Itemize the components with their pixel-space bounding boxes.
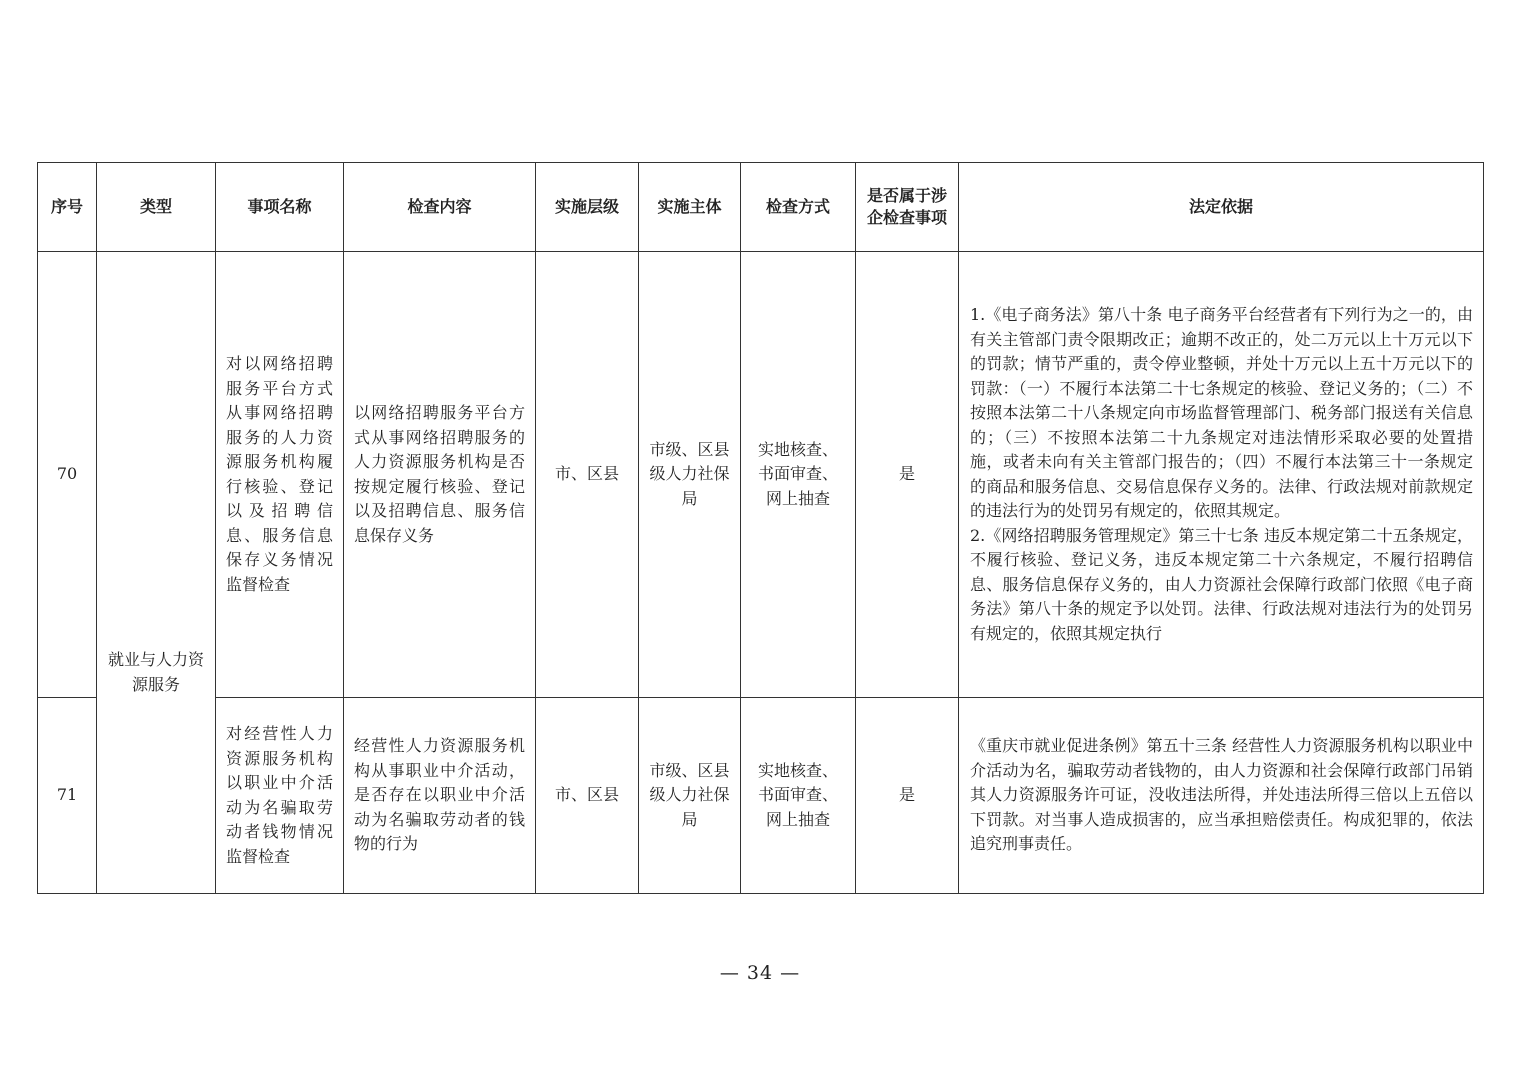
table-row [38, 252, 1484, 698]
header-subject: 实施主体 [639, 163, 741, 252]
header-enterprise: 是否属于涉企检查事项 [856, 163, 959, 252]
inspection-items-table [37, 162, 1484, 894]
header-type: 类型 [97, 163, 216, 252]
row-basis [959, 252, 1484, 698]
row-type [97, 252, 216, 894]
row-item-name: 对以网络招聘服务平台方式从事网络招聘服务的人力资源服务机构履行核验、登记以及招聘信息、服务信息保存义务情况监督检查 [216, 252, 344, 698]
row-level: 市、区县 [536, 698, 639, 894]
row-enterprise: 是 [856, 252, 959, 698]
row-seq: 71 [38, 698, 97, 894]
row-content: 经营性人力资源服务机构从事职业中介活动，是否存在以职业中介活动为名骗取劳动者的钱物的行为 [344, 698, 536, 894]
basis-paragraph: 《重庆市就业促进条例》第五十三条 经营性人力资源服务机构以职业中介活动为名，骗取劳动者钱物的，由人力资源和社会保障行政部门吊销其人力资源服务许可证，没收违法所得，并处违法所得三倍以上五倍以下罚款。对当事人造成损害的，应当承担赔偿责任。构成犯罪的，依法追究刑事责任。 [970, 736, 1473, 854]
header-level: 实施层级 [536, 163, 639, 252]
row-method: 实地核查、书面审查、网上抽查 [741, 252, 856, 698]
basis-paragraph: 2.《网络招聘服务管理规定》第三十七条 违反本规定第二十五条规定，不履行核验、登记义务，违反本规定第二十六条规定，不履行招聘信息、服务信息保存义务的，由人力资源社会保障行政部门依照《电子商务法》第八十条的规定予以处罚。法律、行政法规对违法行为的处罚另有规定的，依照其规定执行 [970, 525, 1473, 643]
row-level: 市、区县 [536, 252, 639, 698]
page-number: — 34 — [719, 962, 801, 984]
type-label: 就业与人力资源服务 [107, 650, 204, 694]
row-basis [959, 698, 1484, 894]
header-item-name: 事项名称 [216, 163, 344, 252]
row-content: 以网络招聘服务平台方式从事网络招聘服务的人力资源服务机构是否按规定履行核验、登记以及招聘信息、服务信息保存义务 [344, 252, 536, 698]
row-method: 实地核查、书面审查、网上抽查 [741, 698, 856, 894]
basis-paragraph: 1.《电子商务法》第八十条 电子商务平台经营者有下列行为之一的，由有关主管部门责令限期改正；逾期不改正的，处二万元以上十万元以下的罚款；情节严重的，责令停业整顿，并处十万元以上五十万元以下的罚款：（一）不履行本法第二十七条规定的核验、登记义务的；（二）不按照本法第二十八条规定向市场监督管理部门、税务部门报送有关信息的；（三）不按照本法第二十九条规定对违法情形采取必要的处置措施，或者未向有关主管部门报告的；（四）不履行本法第三十一条规定的商品和服务信息、交易信息保存义务的。法律、行政法规对前款规定的违法行为的处罚另有规定的，依照其规定。 [970, 305, 1473, 520]
row-item-name: 对经营性人力资源服务机构以职业中介活动为名骗取劳动者钱物情况监督检查 [216, 698, 344, 894]
row-enterprise: 是 [856, 698, 959, 894]
row-subject: 市级、区县级人力社保局 [639, 698, 741, 894]
header-row [38, 163, 1484, 252]
header-basis: 法定依据 [959, 163, 1484, 252]
header-seq: 序号 [38, 163, 97, 252]
header-method: 检查方式 [741, 163, 856, 252]
row-seq: 70 [38, 252, 97, 698]
table-row [38, 698, 1484, 894]
row-subject: 市级、区县级人力社保局 [639, 252, 741, 698]
header-content: 检查内容 [344, 163, 536, 252]
